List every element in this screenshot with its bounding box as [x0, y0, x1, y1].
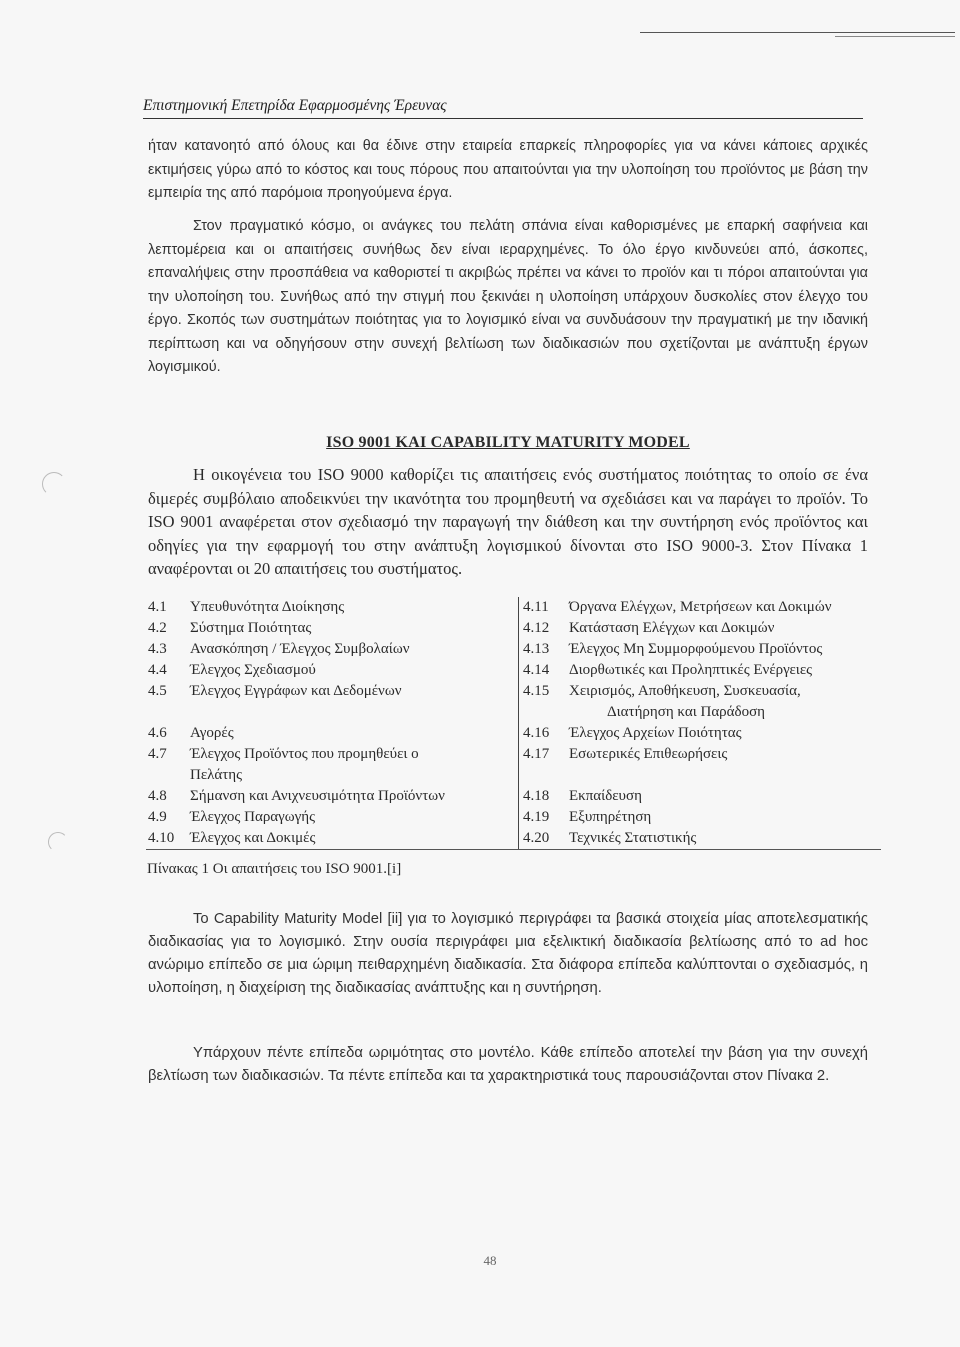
req-label: Πελάτης	[190, 767, 243, 783]
table-caption: Πίνακας 1 Οι απαιτήσεις του ISO 9001.[i]	[147, 861, 402, 877]
req-label	[569, 765, 881, 786]
req-label: Εκπαίδευση	[569, 788, 642, 804]
req-label: Εξυπηρέτηση	[569, 809, 652, 825]
req-number: 4.17	[519, 744, 570, 765]
section-heading: ISO 9001 ΚΑΙ CAPABILITY MATURITY MODEL	[326, 434, 690, 451]
req-label: Τεχνικές Στατιστικής	[569, 828, 881, 850]
running-header: Επιστημονική Επετηρίδα Εφαρμοσμένης Έρευνας	[143, 97, 863, 119]
req-label: Υπευθυνότητα Διοίκησης	[190, 599, 345, 615]
requirements-table	[146, 597, 881, 850]
req-label: Έλεγχος Εγγράφων και Δεδομένων	[190, 683, 402, 699]
req-label	[190, 702, 519, 723]
req-label: Διορθωτικές και Προληπτικές Ενέργειες	[569, 662, 813, 678]
req-label: Διατήρηση και Παράδοση	[607, 704, 766, 720]
req-number	[146, 702, 190, 723]
req-number: 4.19	[519, 807, 570, 828]
paragraph-5: Υπάρχουν πέντε επίπεδα ωριμότητας στο μοντέλο. Κάθε επίπεδο αποτελεί την βάση για την συνεχή βελτίωση των διαδικασιών. Τα πέντε επίπεδα και τα χαρακτηριστικά τους παρουσιάζονται στον Πίνακα 2.	[148, 1045, 868, 1084]
table-row	[146, 681, 881, 702]
req-number: 4.18	[519, 786, 570, 807]
table-row	[146, 618, 881, 639]
margin-punch-mark	[42, 472, 66, 496]
req-number: 4.13	[519, 639, 570, 660]
table-row	[146, 765, 881, 786]
req-number	[146, 765, 190, 786]
margin-punch-mark	[48, 832, 68, 852]
req-number: 4.12	[519, 618, 570, 639]
req-number: 4.5	[148, 683, 167, 699]
table-row	[146, 723, 881, 744]
page-number: 48	[483, 1253, 497, 1268]
req-number: 4.8	[148, 788, 167, 804]
table-row	[146, 597, 881, 618]
req-label: Ανασκόπηση / Έλεγχος Συμβολαίων	[190, 641, 410, 657]
req-label: Έλεγχος και Δοκιμές	[190, 828, 519, 850]
req-number: 4.15	[519, 681, 570, 702]
req-label: Σύστημα Ποιότητας	[190, 620, 312, 636]
req-number: 4.3	[148, 641, 167, 657]
req-label: Έλεγχος Μη Συμμορφούμενου Προϊόντος	[569, 641, 823, 657]
table-row	[146, 744, 881, 765]
req-number: 4.2	[148, 620, 167, 636]
req-label: Έλεγχος Παραγωγής	[190, 809, 316, 825]
req-label: Όργανα Ελέγχων, Μετρήσεων και Δοκιμών	[569, 599, 832, 615]
req-number: 4.4	[148, 662, 167, 678]
req-number: 4.11	[519, 597, 570, 618]
table-row	[146, 639, 881, 660]
paragraph-2: Στον πραγματικό κόσμο, οι ανάγκες του πελάτη σπάνια είναι καθορισμένες με επαρκή σαφήνεια και λεπτομέρεια και οι απαιτήσεις συνήθως δεν είναι ιεραρχημένες. Το όλο έργο κινδυνεύει από, άσκοπες, επαναλήψεις στην προσπάθεια να καθοριστεί τι ακριβώς πρέπει να κάνει το προϊόν και τι πόροι απαιτούνται για την υλοποίηση του. Συνήθως από την στιγμή που ξεκινάει η υλοποίηση υπάρχουν δυσκολίες στον έλεγχο του έργο. Σκοπός των συστημάτων ποιότητας για το λογισμικό είναι να συνδυάσουν την πραγματική με την ιδανική περίπτωση και να οδηγήσουν στην συνεχή βελτίωση των διαδικασιών που σχετίζονται με ανάπτυξη έργων λογισμικού.	[148, 218, 868, 375]
table-row	[146, 807, 881, 828]
top-rule-secondary	[835, 36, 955, 37]
paragraph-4: Το Capability Maturity Model [ii] για το λογισμικό περιγράφει τα βασικά στοιχεία μίας αποτελεσματικής διαδικασίας για το λογισμικό. Στην ουσία περιγράφει μια εξελικτική διαδικασία βελτίωσης από το ad hoc ανώριμο επίπεδο σε μια ώριμη πειθαρχημένη διαδικασία. Στα διάφορα επίπεδα καλύπτονται ο σχεδιασμός, η υλοποίηση, η διαχείριση της διαδικασίας ανάπτυξης και η συντήρηση.	[148, 911, 868, 996]
req-label: Εσωτερικές Επιθεωρήσεις	[569, 746, 728, 762]
req-number: 4.16	[519, 723, 570, 744]
req-label: Αγορές	[190, 725, 234, 741]
req-number: 4.20	[519, 828, 570, 850]
req-label: Έλεγχος Προϊόντος που προμηθεύει ο	[190, 746, 419, 762]
req-label: Σήμανση και Ανιχνευσιμότητα Προϊόντων	[190, 788, 445, 804]
req-number	[519, 702, 570, 723]
req-number: 4.6	[148, 725, 167, 741]
paragraph-3: Η οικογένεια του ISO 9000 καθορίζει τις απαιτήσεις ενός συστήματος ποιότητας το οποίο σε ένα διμερές συμβόλαιο αποδεικνύει την ικανότητα του προμηθευτή να σχεδιάσει και να παράγει το προϊόν. Το ISO 9001 αναφέρεται στον σχεδιασμό την παραγωγή την διάθεση και την συντήρηση ενός προϊόντος και οδηγίες για την εφαρμογή του στην ανάπτυξη λογισμικού δίνονται στο ISO 9000-3. Στον Πίνακα 1 αναφέρονται οι 20 απαιτήσεις του συστήματος.	[148, 465, 868, 578]
req-label: Έλεγχος Σχεδιασμού	[190, 662, 316, 678]
table-row	[146, 828, 881, 850]
req-number: 4.9	[148, 809, 167, 825]
table-row	[146, 702, 881, 723]
req-label: Έλεγχος Αρχείων Ποιότητας	[569, 725, 742, 741]
top-rule	[640, 32, 955, 33]
req-label: Κατάσταση Ελέγχων και Δοκιμών	[569, 620, 775, 636]
table-row	[146, 786, 881, 807]
req-number: 4.7	[148, 746, 167, 762]
req-number: 4.1	[148, 599, 167, 615]
req-number: 4.14	[519, 660, 570, 681]
req-number	[519, 765, 570, 786]
req-label: Χειρισμός, Αποθήκευση, Συσκευασία,	[569, 683, 801, 699]
req-number: 4.10	[146, 828, 190, 850]
table-row	[146, 660, 881, 681]
paragraph-1: ήταν κατανοητό από όλους και θα έδινε στην εταιρεία επαρκείς πληροφορίες για να κάνει κάποιες αρχικές εκτιμήσεις γύρω από το κόστος και τους πόρους που απαιτούνται για την υλοποίηση του προϊόντος με βάση την εμπειρία της από παρόμοια προηγούμενα έργα.	[148, 138, 868, 201]
